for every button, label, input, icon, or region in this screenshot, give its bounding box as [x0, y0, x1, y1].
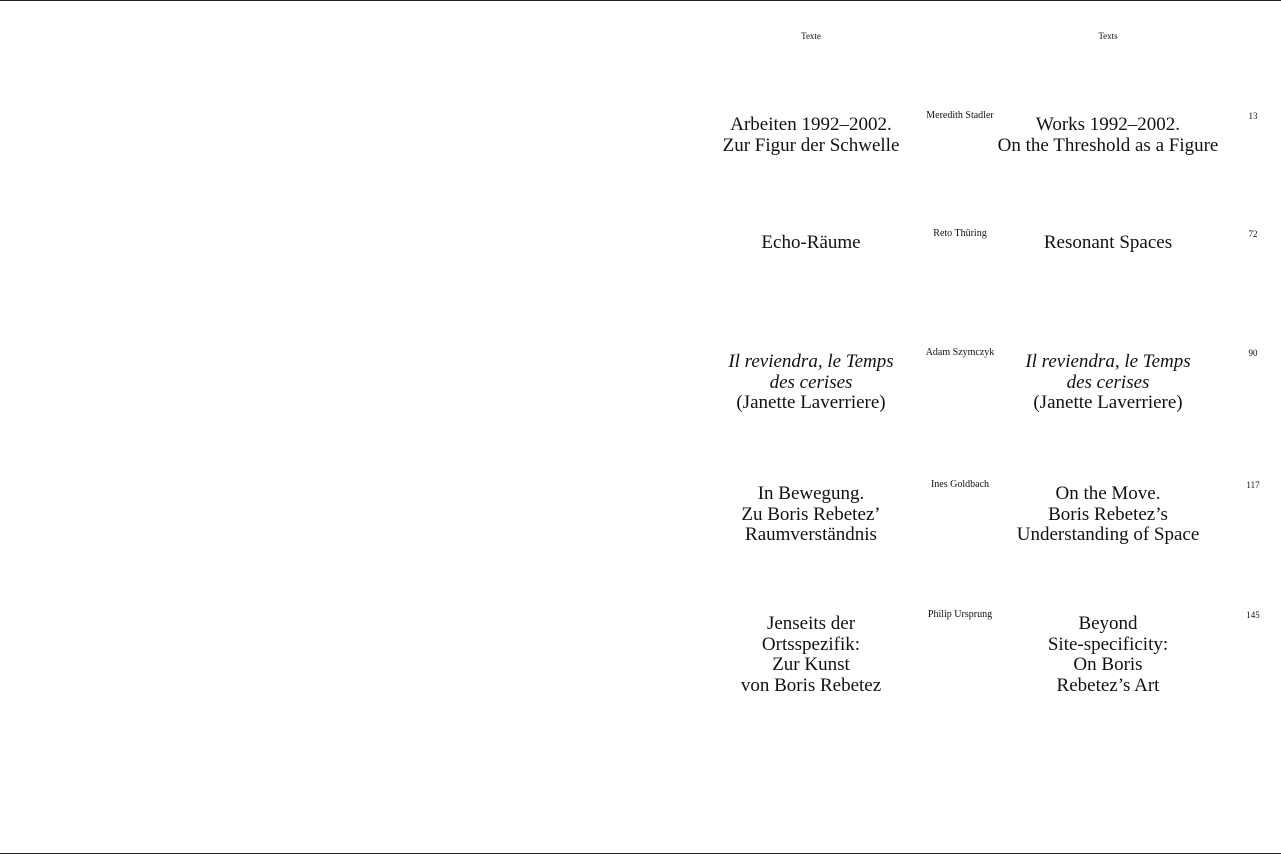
title-line: Ortsspezifik:	[761, 633, 861, 655]
page-number: 72	[1248, 229, 1258, 239]
german-title	[696, 115, 926, 156]
title-line: Zur Kunst	[772, 654, 850, 675]
title-line: Il reviendra, le Temps	[728, 351, 894, 372]
title-line: Rebetez’s Art	[1056, 674, 1160, 696]
title-line: Echo-Räume	[761, 232, 861, 253]
title-line: On the Threshold as a Figure	[997, 134, 1219, 156]
title-line: Beyond	[1078, 613, 1138, 634]
author-name: Meredith Stadler	[926, 110, 994, 121]
title-line: Resonant Spaces	[1043, 232, 1173, 253]
author-name: Ines Goldbach	[930, 479, 990, 490]
german-title	[696, 352, 926, 414]
title-line: Zur Figur der Schwelle	[722, 134, 900, 156]
german-title	[696, 233, 926, 254]
author-name: Reto Thüring	[933, 228, 987, 239]
title-line: Understanding of Space	[1016, 524, 1200, 545]
title-line: On the Move.	[1055, 483, 1161, 504]
author-name: Philip Ursprung	[927, 609, 993, 620]
title-line: Works 1992–2002.	[1035, 114, 1181, 135]
author-name: Adam Szymczyk	[925, 347, 995, 358]
title-line: Il reviendra, le Temps	[1025, 351, 1191, 372]
english-title	[993, 115, 1223, 156]
title-line: von Boris Rebetez	[740, 674, 882, 696]
page-number: 145	[1246, 610, 1260, 620]
title-line: (Janette Laverriere)	[736, 392, 886, 413]
title-line: Zu Boris Rebetez’	[741, 503, 881, 525]
english-title	[993, 233, 1223, 254]
english-title	[993, 614, 1223, 696]
title-line: Jenseits der	[766, 613, 856, 634]
title-line: (Janette Laverriere)	[1033, 392, 1183, 413]
page-number: 13	[1248, 111, 1258, 121]
page-number: 117	[1246, 480, 1260, 490]
title-line: Boris Rebetez’s	[1048, 503, 1168, 525]
title-line: On Boris	[1073, 654, 1143, 675]
title-line: Raumverständnis	[745, 524, 877, 545]
title-line: des cerises	[769, 371, 853, 393]
english-title	[993, 352, 1223, 414]
title-line: Site-specificity:	[1047, 633, 1169, 655]
english-title	[993, 484, 1223, 546]
title-line: des cerises	[1066, 371, 1150, 393]
page-number: 90	[1248, 348, 1258, 358]
german-column-header: Texte	[801, 31, 821, 41]
german-title	[696, 614, 926, 696]
title-line: In Bewegung.	[757, 483, 865, 504]
english-column-header: Texts	[1098, 31, 1118, 41]
german-title	[696, 484, 926, 546]
title-line: Arbeiten 1992–2002.	[730, 114, 892, 135]
